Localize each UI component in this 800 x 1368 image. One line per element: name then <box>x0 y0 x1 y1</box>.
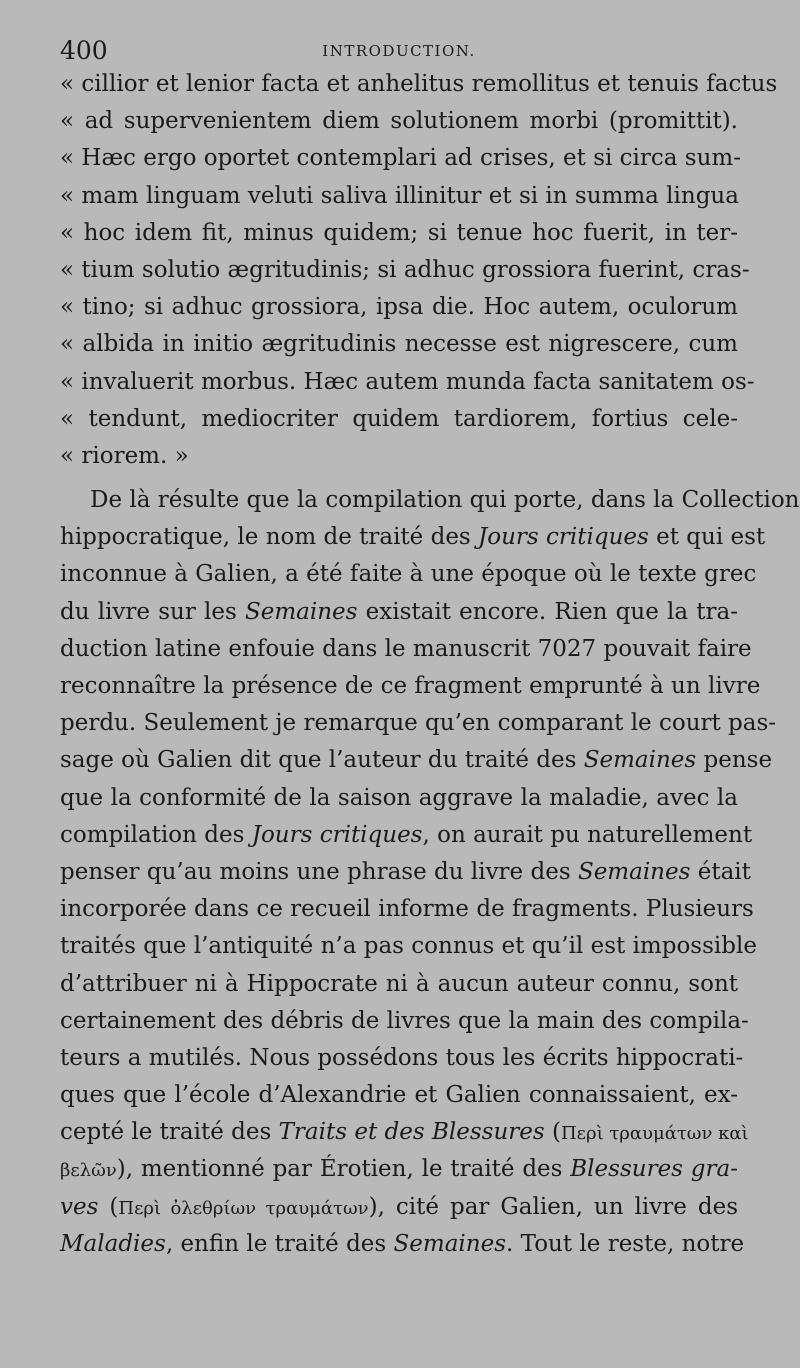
text-run: incorporée dans ce recueil informe de fragments. Plusieurs <box>60 896 754 923</box>
italic-title: Jours critiques <box>251 821 423 848</box>
text-run: « tendunt, mediocriter quidem tardiorem, fortius cele- <box>60 405 738 432</box>
text-run: teurs a mutilés. Nous possédons tous les écrits hippocrati- <box>60 1044 744 1071</box>
paragraph-line <box>60 780 738 817</box>
italic-title: Semaines <box>577 858 691 885</box>
italic-title: Semaines <box>583 747 697 774</box>
quote-line <box>60 252 750 289</box>
text-run: « mam linguam veluti saliva illinitur et si in summa lingua <box>60 182 739 209</box>
text-run: « Hæc ergo oportet contemplari ad crises, et si circa sum- <box>60 145 742 172</box>
paragraph-line <box>60 1226 745 1263</box>
italic-title: Semaines <box>393 1230 507 1257</box>
paragraph-line <box>60 482 800 519</box>
text-run: d’attribuer ni à Hippocrate ni à aucun auteur connu, sont <box>60 970 738 997</box>
text-run: « cillior et lenior facta et anhelitus remollitus et tenuis factus <box>60 71 778 97</box>
greek-text: Περὶ ὀλεθρίων τραυμάτων <box>118 1197 369 1219</box>
text-run: « hoc idem fit, minus quidem; si tenue hoc fuerit, in ter- <box>60 219 738 246</box>
text-run: « albida in initio ægritudinis necesse est nigrescere, cum <box>60 331 738 358</box>
paragraph-line <box>60 1151 738 1188</box>
text-run: hippocratique, le nom de traité des <box>60 524 479 551</box>
paragraph-line <box>60 1040 744 1077</box>
paragraph-line <box>60 631 752 668</box>
italic-title: Blessures gra- <box>570 1156 738 1183</box>
text-run: ques que l’école d’Alexandrie et Galien connaissaient, ex- <box>60 1082 738 1109</box>
paragraph-line <box>60 556 757 593</box>
text-run: perdu. Seulement je remarque qu’en comparant le court pas- <box>60 710 777 737</box>
text-run: « invaluerit morbus. Hæc autem munda facta sanitatem os- <box>60 368 755 395</box>
quote-line <box>60 215 738 252</box>
paragraph-line <box>60 1003 749 1040</box>
text-run: était <box>690 858 751 885</box>
french-paragraph <box>60 482 800 1263</box>
text-run: penser qu’au moins une phrase du livre des <box>60 858 578 885</box>
text-run: duction latine enfouie dans le manuscrit 7027 pouvait faire <box>60 635 752 662</box>
italic-title: Semaines <box>244 598 358 625</box>
quote-line <box>60 289 738 326</box>
text-run: traités que l’antiquité n’a pas connus et qu’il est impossible <box>60 933 757 960</box>
text-run: sage où Galien dit que l’auteur du traité des <box>60 747 584 774</box>
text-run: , enfin le traité des <box>165 1230 394 1257</box>
greek-text: βελῶν <box>60 1160 117 1182</box>
paragraph-line <box>60 1114 749 1151</box>
text-run: et qui est <box>648 524 766 551</box>
text-run: du livre sur les <box>60 598 245 625</box>
quote-line <box>60 326 738 363</box>
running-title: INTRODUCTION. <box>322 42 476 60</box>
paragraph-line <box>60 854 751 891</box>
paragraph-line <box>60 817 753 854</box>
italic-title: Jours critiques <box>478 524 649 551</box>
page-number: 400 <box>60 36 108 65</box>
quote-line <box>60 438 738 475</box>
text-run: certainement des débris de livres que la main des compila- <box>60 1007 749 1034</box>
body-text <box>60 66 800 1263</box>
italic-title: ves <box>60 1193 99 1220</box>
text-run: « tium solutio ægritudinis; si adhuc grossiora fuerint, cras- <box>60 256 750 283</box>
text-run: , on aurait pu naturellement <box>422 821 753 848</box>
text-run: « ad superveniente‍m diem solutionem morbi (promittit). <box>60 108 738 135</box>
quote-line <box>60 178 738 215</box>
paragraph-line <box>60 928 757 965</box>
text-run: ), mentionné par Érotien, le traité des <box>116 1156 571 1183</box>
text-run: reconnaître la présence de ce fragment emprunté à un livre <box>60 673 761 699</box>
text-run: De là résulte que la compilation qui porte, dans la Collection <box>90 487 800 514</box>
paragraph-line <box>60 891 754 928</box>
quote-line <box>60 401 738 438</box>
text-run: . Tout le reste, notre <box>506 1230 745 1257</box>
quote-line <box>60 364 755 401</box>
quote-line <box>60 66 778 103</box>
page-header <box>60 28 738 68</box>
quote-line <box>60 140 742 177</box>
paragraph-line <box>60 1189 738 1226</box>
text-run: existait encore. Rien que la tra- <box>357 598 738 625</box>
paragraph-line <box>60 594 738 631</box>
text-run: inconnue à Galien, a été faite à une époque où le texte grec <box>60 561 757 588</box>
greek-text: Περὶ τραυμάτων καὶ <box>560 1123 749 1145</box>
italic-title: Maladies <box>60 1230 166 1257</box>
paragraph-line <box>60 742 773 779</box>
text-run: « riorem. » <box>60 442 189 469</box>
paragraph-line <box>60 1077 738 1114</box>
paragraph-line <box>60 668 761 705</box>
text-run: pense <box>696 747 773 774</box>
paragraph-line <box>60 519 766 556</box>
text-run: cepté le traité des <box>60 1119 279 1146</box>
italic-title: Traits et des Blessures <box>278 1119 545 1146</box>
text-run: que la conformité de la saison aggrave la maladie, avec la <box>60 784 738 811</box>
paragraph-line <box>60 705 777 742</box>
text-run: « tino; si adhuc grossiora, ipsa die. Hoc autem, oculorum <box>60 294 738 321</box>
text-run: ), cité par Galien, un livre des <box>368 1193 738 1220</box>
quote-line <box>60 103 738 140</box>
text-run: ( <box>544 1119 561 1146</box>
text-run: compilation des <box>60 821 252 848</box>
text-run: ( <box>98 1193 119 1220</box>
paragraph-line <box>60 966 738 1003</box>
latin-quotation <box>60 66 778 475</box>
